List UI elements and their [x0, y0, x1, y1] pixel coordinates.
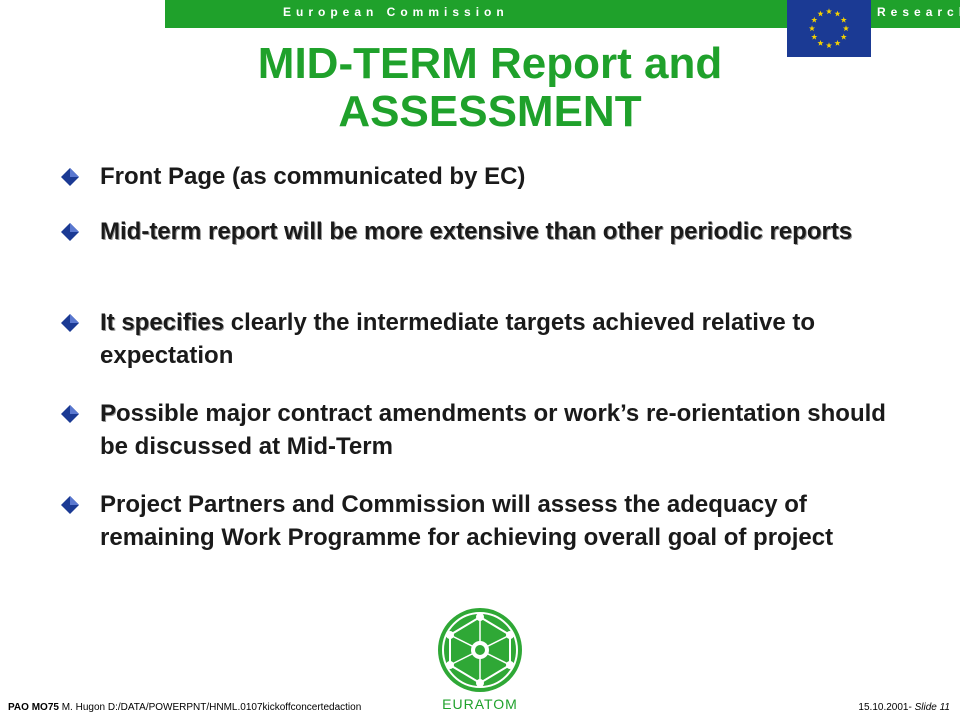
footer-left-code: PAO MO75 — [8, 702, 59, 713]
footer-slide-number: Slide 11 — [914, 702, 950, 713]
footer-left — [8, 702, 361, 713]
bullet-text-1 — [100, 160, 920, 193]
bullet-text-2 — [100, 215, 920, 248]
bullet-item-5 — [60, 488, 920, 554]
bullet-item-2 — [60, 215, 920, 248]
footer-left-path: M. Hugon D:/DATA/POWERPNT/HNML.0107kickoffconcertedaction — [58, 702, 362, 713]
header-left-label: European Commission — [283, 5, 509, 19]
euratom-logo-icon — [437, 607, 523, 693]
bullet-item-4 — [60, 397, 920, 463]
footer-right — [858, 702, 950, 713]
title-line-2: ASSESSMENT — [338, 87, 642, 136]
euratom-label: EURATOM — [442, 696, 518, 712]
bullet-4-part-2: ossible major contract amendments or work’s re-orientation should be discussed at Mid-Term — [100, 400, 886, 460]
diamond-bullet-icon — [60, 222, 80, 242]
bullet-5-part-1: Project Partners and Commission will assess the adequacy of remaining Work Programme for achieving overall goal of project — [100, 491, 834, 551]
bullet-item-1 — [60, 160, 920, 193]
title-line-1: MID-TERM Report and — [257, 39, 723, 88]
bullet-4-part-1: P — [100, 400, 117, 427]
bullet-3-part-1: It specifies — [100, 309, 225, 336]
bullet-2-part-1: Mid-term report will be more extensive than other periodic reports — [100, 218, 853, 245]
bullet-item-3 — [60, 306, 920, 372]
footer-date: 15.10.2001- — [858, 702, 915, 713]
diamond-bullet-icon — [60, 495, 80, 515]
bullet-3-part-2: clearly the intermediate targets achieved relative to expectation — [100, 309, 815, 369]
diamond-bullet-icon — [60, 167, 80, 187]
diamond-bullet-icon — [60, 313, 80, 333]
bullet-text-5 — [100, 488, 920, 554]
header-right-label: Research — [877, 5, 971, 19]
bullet-1-part-1: Front Page (as communicated by EC) — [100, 163, 526, 190]
slide-title — [160, 40, 820, 136]
bullet-text-3 — [100, 306, 920, 372]
bullet-text-4 — [100, 397, 920, 463]
diamond-bullet-icon — [60, 404, 80, 424]
